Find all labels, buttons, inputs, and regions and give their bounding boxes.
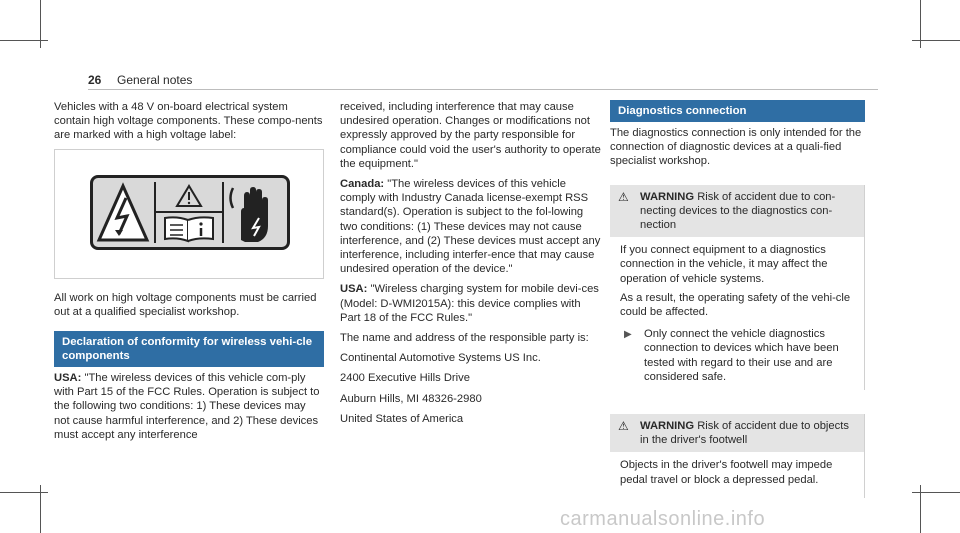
intro-paragraph: Vehicles with a 48 V on-board electrical system contain high voltage components. These compo-nents are marked with a high voltage label:	[54, 101, 323, 142]
street-address: 2400 Executive Hills Drive	[340, 372, 470, 385]
step-arrow-icon: ▶	[624, 329, 632, 341]
responsible-party-intro: The name and address of the responsible party is:	[340, 332, 589, 345]
warning-header	[610, 414, 864, 452]
warning-body	[610, 452, 864, 497]
warning-triangle-icon	[177, 186, 201, 206]
page-number: 26	[88, 73, 102, 87]
warning-title: Risk of accident due to objects in the driver's footwell	[640, 420, 849, 447]
high-voltage-label-figure	[54, 149, 324, 279]
crop-mark	[912, 40, 960, 41]
high-voltage-icon	[99, 186, 147, 240]
manual-info-icon	[165, 217, 213, 241]
diagnostics-heading: Diagnostics connection	[610, 100, 865, 122]
warning-icon: ⚠	[618, 189, 629, 204]
usa-fcc-paragraph	[54, 371, 324, 442]
diagnostics-paragraph: The diagnostics connection is only intended for the connection of diagnostic devices at a quali-fied specialist workshop.	[610, 127, 862, 168]
wireless-charging-paragraph	[340, 282, 602, 325]
declaration-heading: Declaration of conformity for wireless vehi-cle components	[54, 331, 324, 367]
warning-box-diagnostics	[610, 185, 865, 390]
warning-box-footwell	[610, 414, 865, 498]
action-step	[620, 327, 856, 384]
warning-paragraph: Objects in the driver's footwell may impede pedal travel or block a depressed pedal.	[620, 459, 833, 486]
crop-mark	[0, 492, 48, 493]
hand-shock-icon	[231, 187, 269, 242]
usa2-label: USA:	[340, 283, 368, 296]
step-text: Only connect the vehicle diagnostics connection to devices which have been tested with regard to their use and are considered safe.	[644, 328, 839, 383]
warning-label: WARNING	[640, 190, 695, 203]
warning-label: WARNING	[640, 420, 695, 433]
crop-mark	[0, 40, 48, 41]
canada-paragraph	[340, 177, 602, 276]
company-name: Continental Automotive Systems US Inc.	[340, 352, 541, 365]
warning-paragraph: If you connect equipment to a diagnostics connection in the vehicle, it may affect the operation of vehicle systems.	[620, 244, 828, 285]
high-voltage-label	[90, 175, 290, 250]
section-title: General notes	[117, 73, 193, 87]
column-right	[610, 100, 865, 506]
warning-header	[610, 185, 864, 238]
watermark: carmanualsonline.info	[560, 508, 766, 530]
workshop-paragraph: All work on high voltage components must be carried out at a qualified specialist workshop.	[54, 291, 317, 318]
usa-text: "The wireless devices of this vehicle com-ply with Part 15 of the FCC Rules. Operation is subject to the following two conditions: 1) These devices may not cause harmful interference, and 2) These devices must accept any interference	[54, 372, 320, 441]
city-address: Auburn Hills, MI 48326-2980	[340, 392, 482, 405]
usa2-text: "Wireless charging system for mobile devi-ces (Model: D-WMI2015A): this device complies with Part 18 of the FCC Rules."	[340, 283, 599, 324]
usa-label: USA:	[54, 372, 82, 385]
warning-icon: ⚠	[618, 419, 629, 434]
fcc-continued-paragraph: received, including interference that may cause undesired operation. Changes or modifications not expressly approved by the party responsible for compliance could void the user's authority to operate the equipment."	[340, 101, 601, 170]
canada-label: Canada:	[340, 178, 385, 191]
country: United States of America	[340, 412, 464, 425]
page-header	[88, 70, 878, 90]
warning-title: Risk of accident due to con-necting devices to the diagnostics con-nection	[640, 190, 836, 232]
warning-paragraph: As a result, the operating safety of the vehi-cle could be affected.	[620, 291, 851, 319]
crop-mark	[912, 492, 960, 493]
canada-text: "The wireless devices of this vehicle comply with Industry Canada license-exempt RSS standard(s). Operation is subject to the fol-lowing two conditions: (1) These devices may not cause interference, and (2) These devices must accept any interference, including interfer-ence that may cause undesired operation of the device."	[340, 178, 601, 276]
column-left	[54, 100, 324, 448]
warning-body	[610, 237, 864, 390]
column-middle	[340, 100, 602, 432]
